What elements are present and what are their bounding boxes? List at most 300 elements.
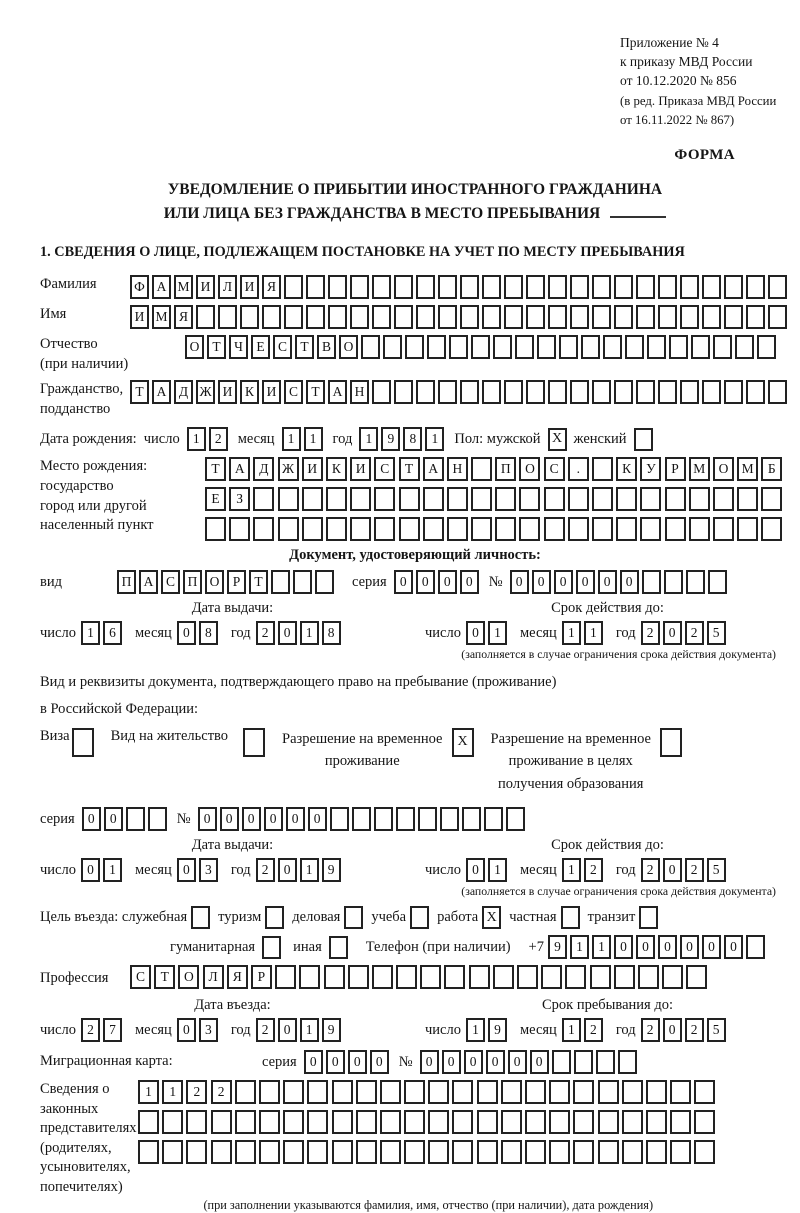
char-cell[interactable]: О: [713, 457, 734, 481]
char-cell[interactable]: 0: [658, 935, 677, 959]
char-cell[interactable]: 5: [707, 621, 726, 645]
char-cell[interactable]: 0: [663, 621, 682, 645]
char-cell[interactable]: 0: [286, 807, 305, 831]
char-cell[interactable]: 0: [278, 1018, 297, 1042]
char-cell[interactable]: С: [544, 457, 565, 481]
char-cell[interactable]: [138, 1140, 159, 1164]
char-cell[interactable]: [694, 1080, 715, 1104]
char-cell[interactable]: [293, 570, 312, 594]
char-cell[interactable]: [689, 487, 710, 511]
char-cell[interactable]: [471, 457, 492, 481]
char-cell[interactable]: [444, 965, 465, 989]
char-cell[interactable]: [205, 517, 226, 541]
char-cell[interactable]: [423, 487, 444, 511]
char-cell[interactable]: 0: [198, 807, 217, 831]
char-cell[interactable]: 0: [576, 570, 595, 594]
char-cell[interactable]: 0: [177, 621, 196, 645]
char-cell[interactable]: 2: [685, 858, 704, 882]
female-checkbox[interactable]: [634, 428, 653, 451]
char-cell[interactable]: Т: [249, 570, 268, 594]
char-cell[interactable]: О: [185, 335, 204, 359]
purpose-humanitarian-checkbox[interactable]: [262, 936, 281, 959]
char-cell[interactable]: [328, 305, 347, 329]
char-cell[interactable]: [278, 517, 299, 541]
char-cell[interactable]: [447, 517, 468, 541]
char-cell[interactable]: 0: [220, 807, 239, 831]
char-cell[interactable]: 8: [322, 621, 341, 645]
char-cell[interactable]: Т: [207, 335, 226, 359]
char-cell[interactable]: 0: [636, 935, 655, 959]
char-cell[interactable]: 1: [562, 621, 581, 645]
char-cell[interactable]: [356, 1140, 377, 1164]
char-cell[interactable]: [702, 305, 721, 329]
char-cell[interactable]: И: [218, 380, 237, 404]
temp-residence-checkbox[interactable]: X: [452, 728, 474, 757]
char-cell[interactable]: Ж: [196, 380, 215, 404]
char-cell[interactable]: [460, 380, 479, 404]
char-cell[interactable]: [669, 335, 688, 359]
char-cell[interactable]: [330, 807, 349, 831]
char-cell[interactable]: [549, 1140, 570, 1164]
char-cell[interactable]: [428, 1140, 449, 1164]
char-cell[interactable]: [581, 335, 600, 359]
char-cell[interactable]: 9: [322, 1018, 341, 1042]
char-cell[interactable]: 0: [614, 935, 633, 959]
char-cell[interactable]: [622, 1080, 643, 1104]
char-cell[interactable]: 2: [209, 427, 228, 451]
char-cell[interactable]: [544, 487, 565, 511]
char-cell[interactable]: [517, 965, 538, 989]
char-cell[interactable]: Л: [218, 275, 237, 299]
char-cell[interactable]: [332, 1140, 353, 1164]
char-cell[interactable]: 0: [530, 1050, 549, 1074]
char-cell[interactable]: 3: [199, 1018, 218, 1042]
char-cell[interactable]: [501, 1080, 522, 1104]
char-cell[interactable]: [519, 517, 540, 541]
char-cell[interactable]: [618, 1050, 637, 1074]
char-cell[interactable]: [713, 487, 734, 511]
male-checkbox[interactable]: X: [548, 428, 567, 451]
char-cell[interactable]: 2: [641, 1018, 660, 1042]
char-cell[interactable]: 1: [570, 935, 589, 959]
char-cell[interactable]: [638, 965, 659, 989]
char-cell[interactable]: [374, 487, 395, 511]
purpose-tourism-checkbox[interactable]: [265, 906, 284, 929]
char-cell[interactable]: 2: [584, 858, 603, 882]
char-cell[interactable]: [283, 1110, 304, 1134]
char-cell[interactable]: А: [423, 457, 444, 481]
char-cell[interactable]: [680, 380, 699, 404]
char-cell[interactable]: [307, 1140, 328, 1164]
char-cell[interactable]: [471, 517, 492, 541]
char-cell[interactable]: [356, 1080, 377, 1104]
char-cell[interactable]: 1: [304, 427, 323, 451]
char-cell[interactable]: [460, 305, 479, 329]
char-cell[interactable]: [598, 1080, 619, 1104]
char-cell[interactable]: С: [273, 335, 292, 359]
char-cell[interactable]: [482, 305, 501, 329]
char-cell[interactable]: [399, 487, 420, 511]
char-cell[interactable]: 2: [256, 858, 275, 882]
char-cell[interactable]: 1: [584, 621, 603, 645]
char-cell[interactable]: Н: [350, 380, 369, 404]
char-cell[interactable]: [735, 335, 754, 359]
char-cell[interactable]: [477, 1140, 498, 1164]
char-cell[interactable]: 2: [584, 1018, 603, 1042]
char-cell[interactable]: [665, 517, 686, 541]
char-cell[interactable]: 1: [138, 1080, 159, 1104]
char-cell[interactable]: Ч: [229, 335, 248, 359]
char-cell[interactable]: [665, 487, 686, 511]
char-cell[interactable]: 2: [256, 1018, 275, 1042]
char-cell[interactable]: [380, 1110, 401, 1134]
char-cell[interactable]: [275, 965, 296, 989]
char-cell[interactable]: 2: [211, 1080, 232, 1104]
char-cell[interactable]: И: [350, 457, 371, 481]
char-cell[interactable]: [262, 305, 281, 329]
char-cell[interactable]: 0: [304, 1050, 323, 1074]
char-cell[interactable]: [284, 305, 303, 329]
char-cell[interactable]: Я: [174, 305, 193, 329]
purpose-transit-checkbox[interactable]: [639, 906, 658, 929]
char-cell[interactable]: [404, 1110, 425, 1134]
char-cell[interactable]: [477, 1110, 498, 1134]
char-cell[interactable]: 0: [464, 1050, 483, 1074]
purpose-business-checkbox[interactable]: [344, 906, 363, 929]
char-cell[interactable]: [396, 807, 415, 831]
char-cell[interactable]: [372, 965, 393, 989]
char-cell[interactable]: 0: [438, 570, 457, 594]
char-cell[interactable]: [504, 305, 523, 329]
char-cell[interactable]: [515, 335, 534, 359]
char-cell[interactable]: [495, 517, 516, 541]
char-cell[interactable]: 0: [663, 1018, 682, 1042]
char-cell[interactable]: [350, 487, 371, 511]
char-cell[interactable]: [326, 487, 347, 511]
char-cell[interactable]: [306, 305, 325, 329]
purpose-private-checkbox[interactable]: [561, 906, 580, 929]
char-cell[interactable]: [552, 1050, 571, 1074]
char-cell[interactable]: 1: [187, 427, 206, 451]
char-cell[interactable]: [691, 335, 710, 359]
char-cell[interactable]: 0: [486, 1050, 505, 1074]
char-cell[interactable]: [614, 305, 633, 329]
char-cell[interactable]: [493, 965, 514, 989]
char-cell[interactable]: В: [317, 335, 336, 359]
char-cell[interactable]: [549, 1080, 570, 1104]
char-cell[interactable]: [658, 275, 677, 299]
char-cell[interactable]: [278, 487, 299, 511]
char-cell[interactable]: [570, 305, 589, 329]
char-cell[interactable]: Ж: [278, 457, 299, 481]
char-cell[interactable]: [332, 1110, 353, 1134]
char-cell[interactable]: О: [519, 457, 540, 481]
char-cell[interactable]: 5: [707, 1018, 726, 1042]
char-cell[interactable]: [326, 517, 347, 541]
char-cell[interactable]: 0: [370, 1050, 389, 1074]
char-cell[interactable]: [592, 275, 611, 299]
char-cell[interactable]: [636, 380, 655, 404]
char-cell[interactable]: [590, 965, 611, 989]
char-cell[interactable]: [372, 380, 391, 404]
char-cell[interactable]: М: [737, 457, 758, 481]
char-cell[interactable]: 9: [488, 1018, 507, 1042]
char-cell[interactable]: И: [130, 305, 149, 329]
char-cell[interactable]: Р: [665, 457, 686, 481]
char-cell[interactable]: [519, 487, 540, 511]
char-cell[interactable]: Д: [253, 457, 274, 481]
char-cell[interactable]: 9: [322, 858, 341, 882]
char-cell[interactable]: А: [229, 457, 250, 481]
char-cell[interactable]: С: [130, 965, 151, 989]
char-cell[interactable]: [768, 275, 787, 299]
char-cell[interactable]: 1: [425, 427, 444, 451]
char-cell[interactable]: 0: [394, 570, 413, 594]
char-cell[interactable]: [396, 965, 417, 989]
char-cell[interactable]: [307, 1110, 328, 1134]
char-cell[interactable]: [548, 305, 567, 329]
char-cell[interactable]: [302, 487, 323, 511]
char-cell[interactable]: С: [161, 570, 180, 594]
char-cell[interactable]: А: [328, 380, 347, 404]
char-cell[interactable]: [460, 275, 479, 299]
char-cell[interactable]: [662, 965, 683, 989]
char-cell[interactable]: 0: [510, 570, 529, 594]
char-cell[interactable]: [240, 305, 259, 329]
char-cell[interactable]: [746, 935, 765, 959]
char-cell[interactable]: [616, 487, 637, 511]
char-cell[interactable]: [211, 1110, 232, 1134]
purpose-study-checkbox[interactable]: [410, 906, 429, 929]
char-cell[interactable]: П: [183, 570, 202, 594]
char-cell[interactable]: 1: [562, 1018, 581, 1042]
char-cell[interactable]: 6: [103, 621, 122, 645]
char-cell[interactable]: Ф: [130, 275, 149, 299]
char-cell[interactable]: 1: [359, 427, 378, 451]
char-cell[interactable]: [328, 275, 347, 299]
char-cell[interactable]: [658, 305, 677, 329]
char-cell[interactable]: [283, 1080, 304, 1104]
char-cell[interactable]: [686, 965, 707, 989]
temp-residence-edu-checkbox[interactable]: [660, 728, 682, 757]
char-cell[interactable]: [761, 487, 782, 511]
char-cell[interactable]: У: [640, 457, 661, 481]
char-cell[interactable]: [361, 335, 380, 359]
char-cell[interactable]: [568, 487, 589, 511]
char-cell[interactable]: [348, 965, 369, 989]
char-cell[interactable]: [625, 335, 644, 359]
char-cell[interactable]: [537, 335, 556, 359]
purpose-other-checkbox[interactable]: [329, 936, 348, 959]
char-cell[interactable]: 0: [554, 570, 573, 594]
char-cell[interactable]: [592, 517, 613, 541]
char-cell[interactable]: [526, 275, 545, 299]
char-cell[interactable]: 0: [460, 570, 479, 594]
char-cell[interactable]: [399, 517, 420, 541]
char-cell[interactable]: [549, 1110, 570, 1134]
char-cell[interactable]: М: [689, 457, 710, 481]
char-cell[interactable]: [526, 305, 545, 329]
char-cell[interactable]: [283, 1140, 304, 1164]
char-cell[interactable]: [689, 517, 710, 541]
char-cell[interactable]: .: [568, 457, 589, 481]
char-cell[interactable]: [713, 517, 734, 541]
char-cell[interactable]: [372, 305, 391, 329]
char-cell[interactable]: [477, 1080, 498, 1104]
residence-permit-checkbox[interactable]: [243, 728, 265, 757]
char-cell[interactable]: 0: [724, 935, 743, 959]
char-cell[interactable]: 2: [256, 621, 275, 645]
char-cell[interactable]: [374, 807, 393, 831]
char-cell[interactable]: [380, 1140, 401, 1164]
char-cell[interactable]: 0: [81, 858, 100, 882]
char-cell[interactable]: [332, 1080, 353, 1104]
char-cell[interactable]: [746, 380, 765, 404]
char-cell[interactable]: [299, 965, 320, 989]
char-cell[interactable]: Т: [295, 335, 314, 359]
char-cell[interactable]: [642, 570, 661, 594]
char-cell[interactable]: Т: [399, 457, 420, 481]
char-cell[interactable]: [440, 807, 459, 831]
char-cell[interactable]: Т: [130, 380, 149, 404]
char-cell[interactable]: [702, 275, 721, 299]
char-cell[interactable]: 0: [326, 1050, 345, 1074]
char-cell[interactable]: [211, 1140, 232, 1164]
char-cell[interactable]: [394, 380, 413, 404]
char-cell[interactable]: [548, 380, 567, 404]
char-cell[interactable]: П: [495, 457, 516, 481]
char-cell[interactable]: 1: [562, 858, 581, 882]
char-cell[interactable]: [452, 1080, 473, 1104]
char-cell[interactable]: [708, 570, 727, 594]
char-cell[interactable]: [559, 335, 578, 359]
char-cell[interactable]: М: [152, 305, 171, 329]
char-cell[interactable]: [670, 1140, 691, 1164]
char-cell[interactable]: [614, 965, 635, 989]
char-cell[interactable]: [380, 1080, 401, 1104]
char-cell[interactable]: Т: [205, 457, 226, 481]
char-cell[interactable]: 2: [641, 858, 660, 882]
char-cell[interactable]: [372, 275, 391, 299]
char-cell[interactable]: [148, 807, 167, 831]
char-cell[interactable]: [394, 275, 413, 299]
char-cell[interactable]: [501, 1140, 522, 1164]
char-cell[interactable]: З: [229, 487, 250, 511]
char-cell[interactable]: [702, 380, 721, 404]
char-cell[interactable]: [469, 965, 490, 989]
char-cell[interactable]: Е: [251, 335, 270, 359]
char-cell[interactable]: Б: [761, 457, 782, 481]
char-cell[interactable]: 1: [300, 858, 319, 882]
char-cell[interactable]: 0: [466, 621, 485, 645]
char-cell[interactable]: [565, 965, 586, 989]
char-cell[interactable]: [324, 965, 345, 989]
char-cell[interactable]: [525, 1080, 546, 1104]
char-cell[interactable]: [658, 380, 677, 404]
char-cell[interactable]: А: [152, 380, 171, 404]
char-cell[interactable]: [253, 487, 274, 511]
char-cell[interactable]: 1: [162, 1080, 183, 1104]
char-cell[interactable]: [646, 1140, 667, 1164]
char-cell[interactable]: [541, 965, 562, 989]
char-cell[interactable]: [761, 517, 782, 541]
char-cell[interactable]: [680, 275, 699, 299]
char-cell[interactable]: [452, 1110, 473, 1134]
char-cell[interactable]: 0: [416, 570, 435, 594]
char-cell[interactable]: [592, 305, 611, 329]
char-cell[interactable]: [614, 380, 633, 404]
char-cell[interactable]: [482, 380, 501, 404]
char-cell[interactable]: [356, 1110, 377, 1134]
char-cell[interactable]: [495, 487, 516, 511]
char-cell[interactable]: [724, 380, 743, 404]
char-cell[interactable]: [394, 305, 413, 329]
char-cell[interactable]: [315, 570, 334, 594]
char-cell[interactable]: [438, 305, 457, 329]
char-cell[interactable]: [162, 1110, 183, 1134]
char-cell[interactable]: [350, 305, 369, 329]
char-cell[interactable]: О: [178, 965, 199, 989]
char-cell[interactable]: [428, 1110, 449, 1134]
char-cell[interactable]: [647, 335, 666, 359]
char-cell[interactable]: 1: [81, 621, 100, 645]
char-cell[interactable]: [614, 275, 633, 299]
char-cell[interactable]: А: [139, 570, 158, 594]
char-cell[interactable]: [574, 1050, 593, 1074]
char-cell[interactable]: [259, 1080, 280, 1104]
char-cell[interactable]: [636, 305, 655, 329]
char-cell[interactable]: 2: [641, 621, 660, 645]
char-cell[interactable]: [405, 335, 424, 359]
char-cell[interactable]: [592, 487, 613, 511]
char-cell[interactable]: [573, 1080, 594, 1104]
char-cell[interactable]: 0: [348, 1050, 367, 1074]
char-cell[interactable]: Д: [174, 380, 193, 404]
char-cell[interactable]: Т: [154, 965, 175, 989]
char-cell[interactable]: Е: [205, 487, 226, 511]
char-cell[interactable]: [548, 275, 567, 299]
char-cell[interactable]: [416, 305, 435, 329]
char-cell[interactable]: С: [284, 380, 303, 404]
char-cell[interactable]: [616, 517, 637, 541]
char-cell[interactable]: [768, 380, 787, 404]
char-cell[interactable]: П: [117, 570, 136, 594]
char-cell[interactable]: С: [374, 457, 395, 481]
char-cell[interactable]: И: [196, 275, 215, 299]
visa-checkbox[interactable]: [72, 728, 94, 757]
char-cell[interactable]: 0: [532, 570, 551, 594]
char-cell[interactable]: [427, 335, 446, 359]
char-cell[interactable]: 0: [466, 858, 485, 882]
char-cell[interactable]: [196, 305, 215, 329]
char-cell[interactable]: [452, 1140, 473, 1164]
char-cell[interactable]: [404, 1140, 425, 1164]
char-cell[interactable]: [596, 1050, 615, 1074]
char-cell[interactable]: [598, 1140, 619, 1164]
char-cell[interactable]: [504, 275, 523, 299]
char-cell[interactable]: 2: [81, 1018, 100, 1042]
char-cell[interactable]: [646, 1110, 667, 1134]
char-cell[interactable]: [229, 517, 250, 541]
char-cell[interactable]: 1: [103, 858, 122, 882]
char-cell[interactable]: [138, 1110, 159, 1134]
char-cell[interactable]: [504, 380, 523, 404]
char-cell[interactable]: [447, 487, 468, 511]
char-cell[interactable]: [746, 305, 765, 329]
char-cell[interactable]: [416, 275, 435, 299]
char-cell[interactable]: [235, 1080, 256, 1104]
char-cell[interactable]: [271, 570, 290, 594]
